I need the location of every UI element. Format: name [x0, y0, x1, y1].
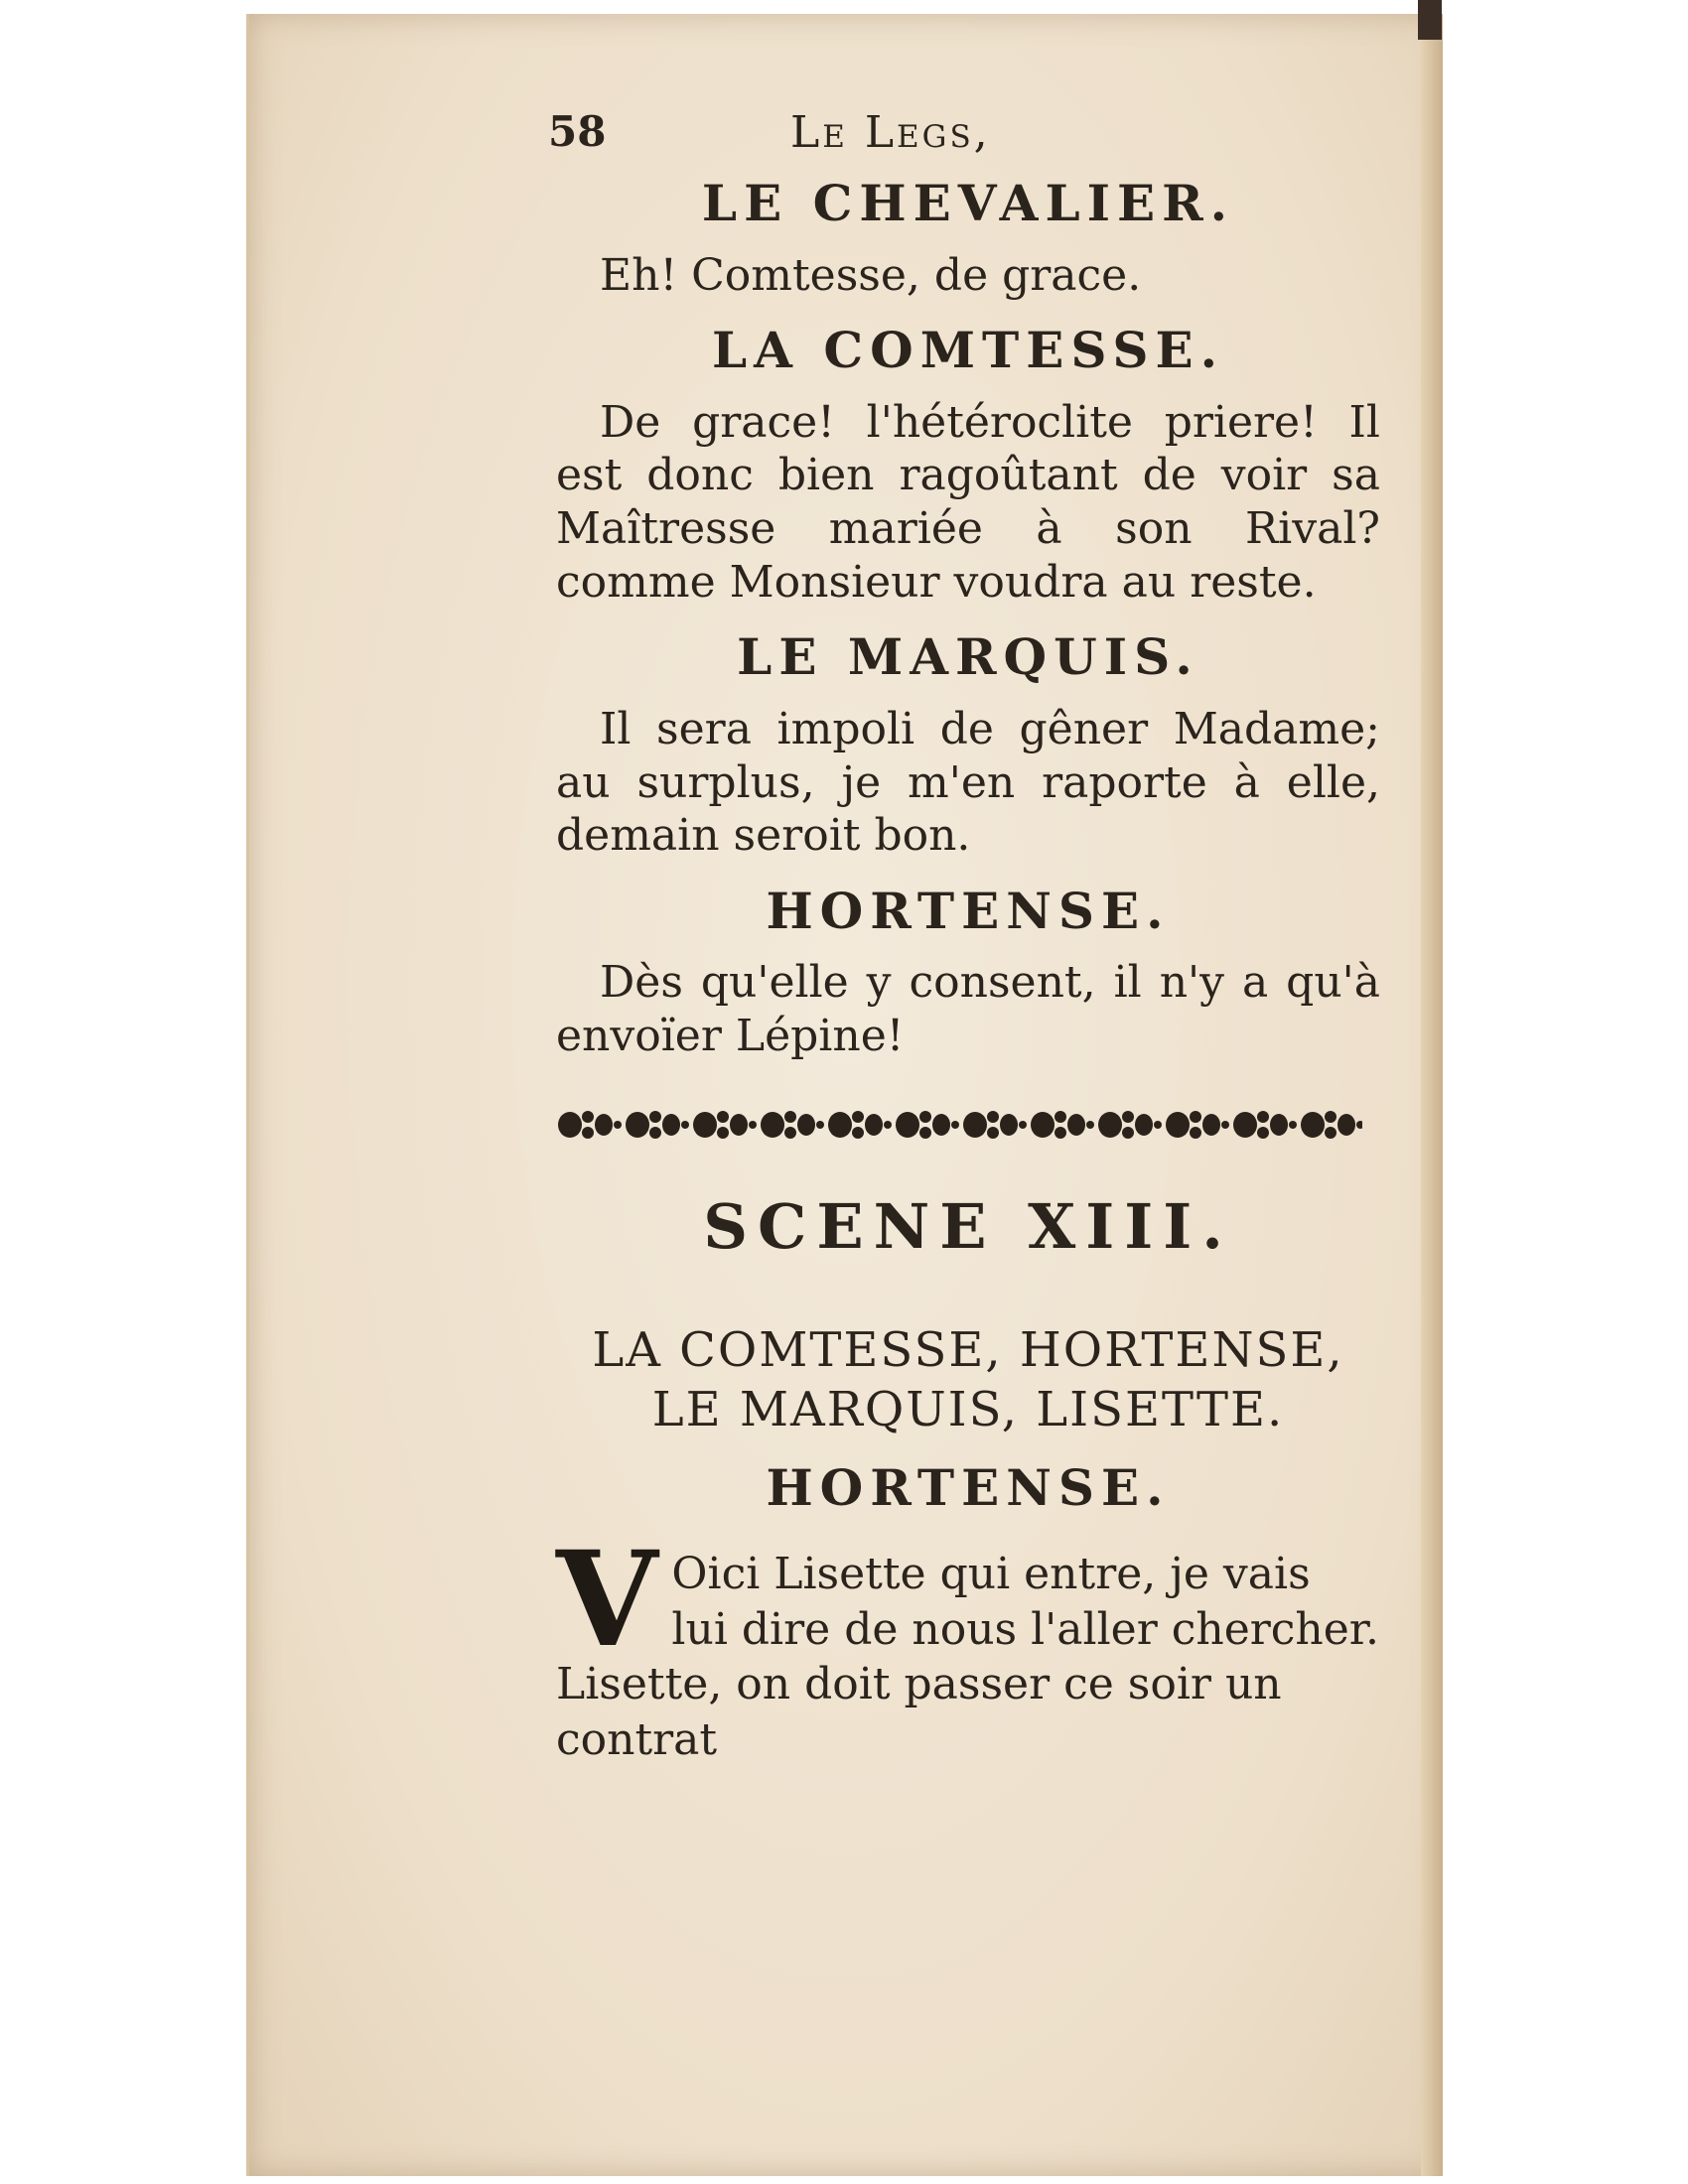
drop-cap: V [556, 1523, 658, 1678]
running-head [548, 99, 1380, 173]
page-content [548, 99, 1380, 1767]
scene-speech-text: Oici Lisette qui entre, je vais lui dire de nous l'aller chercher. Lisette, on doit passer ce soir un contrat [556, 1549, 1379, 1765]
scene-title: SCENE XIII. [703, 1189, 1233, 1263]
cast-list [556, 1320, 1380, 1439]
speaker-comtesse: LA COMTESSE. [711, 321, 1224, 380]
speech-chevalier: Eh! Comtesse, de grace. [600, 249, 1142, 301]
running-title: Le Legs, [790, 107, 991, 158]
page-number: 58 [548, 107, 607, 156]
cast-line-1: LA COMTESSE, HORTENSE, [592, 1321, 1344, 1378]
page-edge [1421, 14, 1443, 2176]
speech-comtesse: De grace! l'hétéroclite priere! Il est donc bien ragoûtant de voir sa Maîtresse mariée à son Rival? comme Monsieur voudra au reste. [556, 396, 1380, 608]
scene-speech [556, 1523, 1380, 1767]
book-spine [1418, 0, 1442, 40]
speaker-hortense: HORTENSE. [766, 881, 1171, 940]
speaker-hortense-scene: HORTENSE. [766, 1457, 1171, 1517]
speech-hortense: Dès qu'elle y consent, il n'y a qu'à envoïer Lépine! [556, 957, 1380, 1062]
speaker-marquis: LE MARQUIS. [737, 627, 1199, 687]
ornament-band [556, 1103, 1362, 1147]
speaker-chevalier: LE CHEVALIER. [701, 174, 1235, 232]
cast-line-2: LE MARQUIS, LISETTE. [651, 1381, 1285, 1437]
fleuron-icon [556, 1103, 1362, 1147]
speech-marquis: Il sera impoli de gêner Madame; au surplus, je m'en raporte à elle, demain seroit bon. [556, 703, 1380, 862]
